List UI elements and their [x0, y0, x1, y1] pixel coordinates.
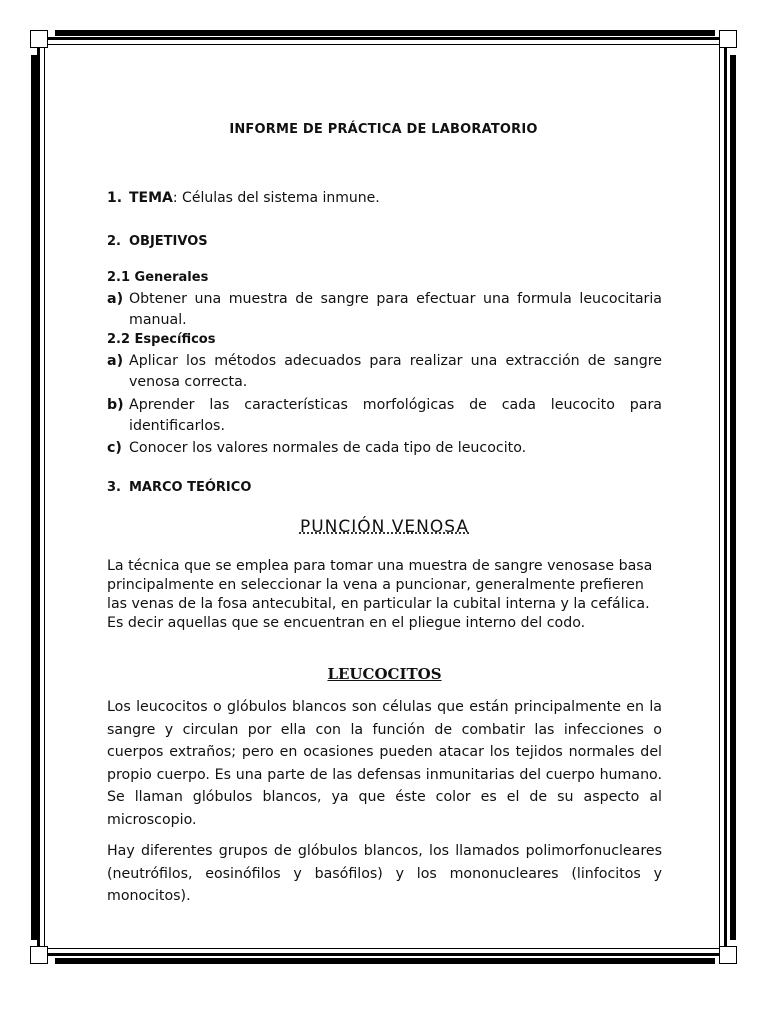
subheading-generales: 2.1 Generales	[107, 270, 209, 285]
heading-text: LEUCOCITOS	[327, 665, 442, 683]
list-item	[107, 351, 662, 393]
paragraph-leucocitos-2: Hay diferentes grupos de glóbulos blancos, los llamados polimorfonucleares (neutrófilos, eosinófilos y basófilos) y los mononucleares (linfocitos y monocitos).	[107, 843, 662, 904]
item-label: a)	[107, 353, 124, 369]
heading-puncion-venosa	[107, 517, 662, 537]
section-tema	[107, 190, 667, 206]
border-corner-bottom-right	[719, 946, 737, 964]
item-text: Conocer los valores normales de cada tipo de leucocito.	[129, 440, 527, 456]
section-label: TEMA	[129, 190, 173, 206]
item-text: Aprender las características morfológicas de cada leucocito para identificarlos.	[129, 397, 662, 434]
border-corner-bottom-left	[30, 946, 48, 964]
item-label: a)	[107, 291, 124, 307]
heading-leucocitos	[107, 664, 662, 683]
heading-text: PUNCIÓN VENOSA	[299, 517, 469, 537]
section-number: 2.	[107, 234, 121, 249]
page-border-right	[730, 55, 736, 940]
section-label: MARCO TEÓRICO	[129, 480, 252, 495]
list-item	[107, 438, 662, 459]
item-text: Aplicar los métodos adecuados para realizar una extracción de sangre venosa correcta.	[129, 353, 662, 390]
section-text: : Células del sistema inmune.	[172, 190, 380, 206]
section-objetivos	[107, 234, 667, 249]
section-label: OBJETIVOS	[129, 234, 208, 249]
page-border-left	[31, 55, 37, 940]
section-number: 3.	[107, 480, 121, 495]
border-corner-top-left	[30, 30, 48, 48]
item-label: b)	[107, 397, 124, 413]
list-item	[107, 395, 662, 437]
item-text: Obtener una muestra de sangre para efectuar una formula leucocitaria manual.	[129, 291, 662, 328]
section-number: 1.	[107, 190, 123, 206]
subheading-especificos: 2.2 Específicos	[107, 332, 216, 347]
paragraph-leucocitos-1: Los leucocitos o glóbulos blancos son células que están principalmente en la sangre y circulan por ella con la función de combatir las infecciones o cuerpos extraños; pero en ocasiones pueden atacar los tejidos normales del propio cuerpo. Es una parte de las defensas inmunitarias del cuerpo humano. Se llaman glóbulos blancos, ya que éste color es el de su aspecto al microscopio.	[107, 699, 662, 828]
page-border-top	[55, 30, 715, 36]
item-label: c)	[107, 440, 122, 456]
document-title: INFORME DE PRÁCTICA DE LABORATORIO	[229, 122, 538, 137]
list-item	[107, 289, 662, 331]
paragraph-puncion: La técnica que se emplea para tomar una muestra de sangre venosase basa principalmente en seleccionar la vena a puncionar, generalmente prefieren las venas de la fosa antecubital, en particular la cubital interna y la cefálica. Es decir aquellas que se encuentran en el pliegue interno del codo.	[107, 558, 653, 631]
page-border-bottom	[55, 958, 715, 964]
section-marco-teorico	[107, 480, 667, 495]
border-corner-top-right	[719, 30, 737, 48]
